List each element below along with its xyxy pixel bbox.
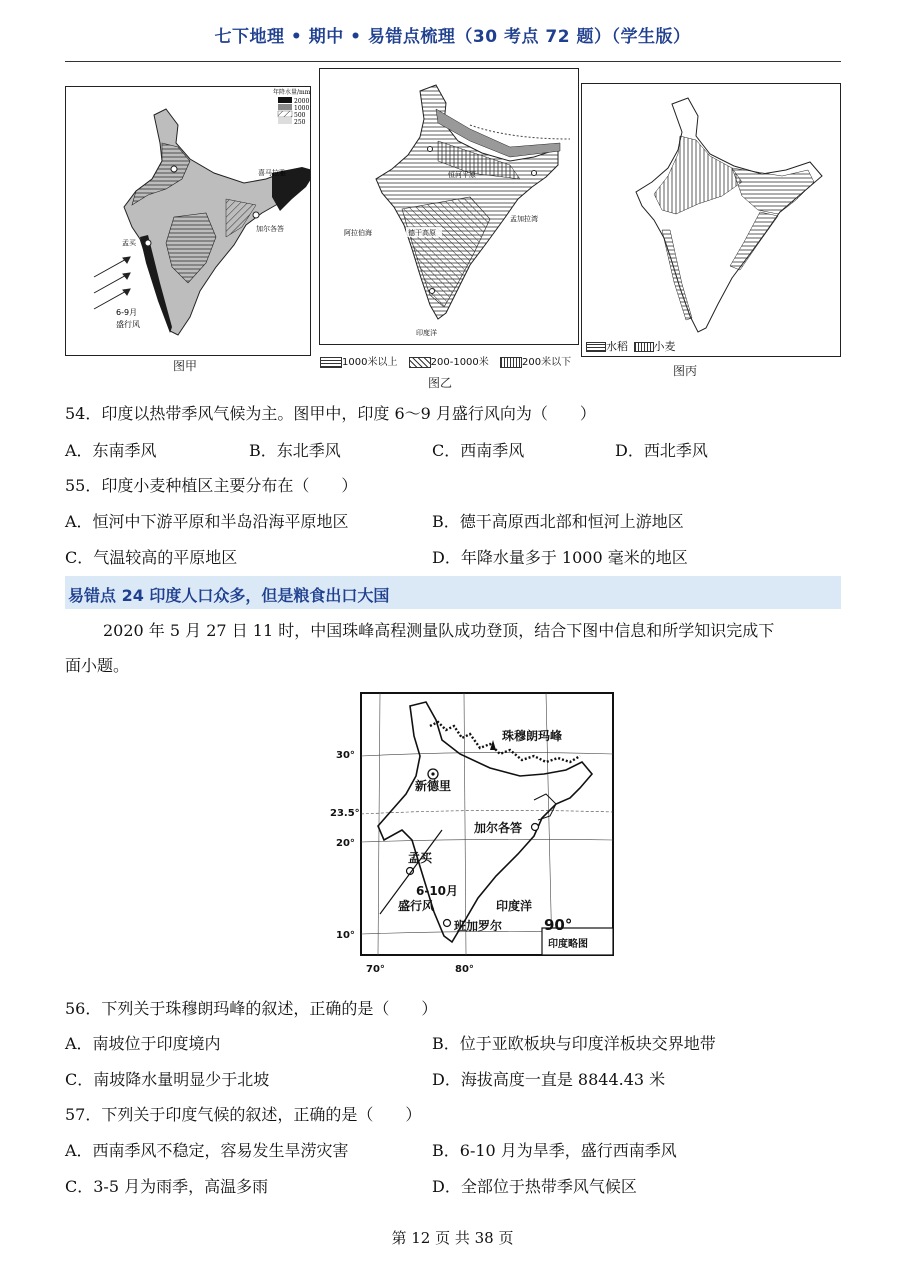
label-monsoon-2: 盛行风	[116, 320, 140, 329]
legend-value: 2000	[294, 98, 310, 105]
intro-line-2: 面小题。	[65, 656, 130, 675]
label-kolkata: 加尔各答	[256, 225, 284, 233]
india-outline-bing	[636, 98, 822, 332]
label-arabian-sea: 阿拉伯海	[344, 229, 372, 237]
option-54-a: A．东南季风	[65, 441, 157, 460]
caption-bing: 图丙	[672, 364, 697, 378]
lat-tick: 10°	[336, 930, 355, 941]
kolkata-marker	[532, 824, 539, 831]
option-57-a: A．西南季风不稳定，容易发生旱涝灾害	[65, 1141, 349, 1160]
option-55-d: D．年降水量多于 1000 毫米的地区	[432, 548, 688, 567]
option-54-c: C．西南季风	[432, 441, 525, 460]
legend-mid: 200-1000米	[430, 357, 489, 368]
label-prevailing-wind: 盛行风	[398, 899, 435, 913]
legend-swatch-low	[500, 357, 522, 368]
label-kolkata-2: 加尔各答	[474, 821, 523, 835]
label-map-title: 印度略图	[548, 939, 588, 950]
label-new-delhi: 新德里	[415, 779, 452, 793]
legend-precip	[273, 88, 310, 126]
legend-swatch-high	[320, 357, 342, 368]
figure-yi	[319, 68, 579, 345]
section-title: 易错点 24 印度人口众多，但是粮食出口大国	[68, 586, 390, 605]
legend-yi	[320, 353, 580, 367]
option-57-b: B．6-10 月为旱季，盛行西南季风	[432, 1141, 677, 1160]
figure-jia	[65, 86, 311, 356]
option-55-a: A．恒河中下游平原和半岛沿海平原地区	[65, 512, 349, 531]
india-crop-map	[582, 84, 840, 356]
lat-tick: 20°	[336, 838, 355, 849]
question-57-stem: 57．下列关于印度气候的叙述，正确的是（ ）	[65, 1105, 422, 1124]
india-sketch-map	[330, 690, 620, 980]
figure-bing	[581, 83, 841, 357]
bangalore-marker	[444, 920, 451, 927]
page-header: 七下地理 • 期中 • 易错点梳理（30 考点 72 题）（学生版）	[214, 27, 691, 47]
india-terrain-map	[320, 69, 578, 344]
option-56-c: C．南坡降水量明显少于北坡	[65, 1070, 270, 1089]
legend-swatch-rice	[586, 342, 606, 352]
figure-india-sketch	[330, 690, 620, 980]
label-90-deg: 90°	[544, 916, 573, 934]
lat-tick: 23.5°	[330, 808, 360, 819]
india-precip-map	[66, 87, 310, 355]
label-everest: 珠穆朗玛峰	[502, 729, 563, 743]
option-55-b: B．德干高原西北部和恒河上游地区	[432, 512, 684, 531]
legend-wheat: 小麦	[653, 340, 676, 353]
option-56-d: D．海拔高度一直是 8844.43 米	[432, 1070, 666, 1089]
option-54-b: B．东北季风	[249, 441, 341, 460]
city-dot-north	[171, 166, 177, 172]
legend-high: 1000米以上	[342, 357, 398, 368]
label-ganges: 恒河平原	[448, 171, 476, 179]
option-57-d: D．全部位于热带季风气候区	[432, 1177, 637, 1196]
label-indian-ocean: 印度洋	[416, 329, 437, 337]
label-bay-of-bengal: 孟加拉湾	[510, 215, 538, 223]
label-bangalore: 班加罗尔	[454, 919, 503, 933]
caption-yi: 图乙	[427, 376, 452, 390]
city-dot-mumbai	[145, 240, 151, 246]
label-monsoon-period: 6-10月	[416, 884, 459, 898]
caption-jia: 图甲	[172, 359, 197, 373]
header-rule	[65, 61, 841, 62]
label-deccan: 德干高原	[408, 229, 436, 237]
label-mumbai-2: 孟买	[408, 851, 433, 865]
legend-low: 200米以下	[521, 357, 572, 368]
label-monsoon: 6-9月	[116, 308, 138, 317]
page-footer: 第 12 页 共 38 页	[391, 1229, 514, 1247]
question-55-stem: 55．印度小麦种植区主要分布在（ ）	[65, 476, 358, 495]
label-himalaya: 喜马拉雅	[258, 169, 286, 177]
question-56-stem: 56．下列关于珠穆朗玛峰的叙述，正确的是（ ）	[65, 999, 438, 1018]
city-dot-kolkata	[253, 212, 259, 218]
option-56-a: A．南坡位于印度境内	[65, 1034, 221, 1053]
label-indian-ocean-2: 印度洋	[496, 899, 533, 913]
legend-bing	[586, 338, 676, 354]
legend-value: 500	[294, 112, 306, 119]
option-54-d: D．西北季风	[615, 441, 708, 460]
intro-line-1: 2020 年 5 月 27 日 11 时，中国珠峰高程测量队成功登顶，结合下图中信息和所学知识完成下	[103, 621, 775, 640]
monsoon-arrows	[94, 257, 130, 309]
lon-tick: 70°	[366, 964, 385, 975]
lon-tick: 80°	[455, 964, 474, 975]
option-56-b: B．位于亚欧板块与印度洋板块交界地带	[432, 1034, 716, 1053]
lat-tick: 30°	[336, 750, 355, 761]
india-outline-jia	[124, 109, 302, 335]
option-55-c: C．气温较高的平原地区	[65, 548, 238, 567]
legend-title: 年降水量/mm	[273, 89, 310, 96]
option-57-c: C．3-5 月为雨季，高温多雨	[65, 1177, 269, 1196]
legend-swatch-wheat	[634, 342, 654, 352]
label-mumbai: 孟买	[122, 239, 136, 247]
question-54-stem: 54．印度以热带季风气候为主。图甲中，印度 6～9 月盛行风向为（ ）	[65, 404, 596, 423]
legend-rice: 水稻	[606, 340, 628, 353]
legend-swatch-mid	[409, 357, 431, 368]
legend-value: 250	[294, 119, 306, 126]
legend-value: 1000	[294, 105, 310, 112]
